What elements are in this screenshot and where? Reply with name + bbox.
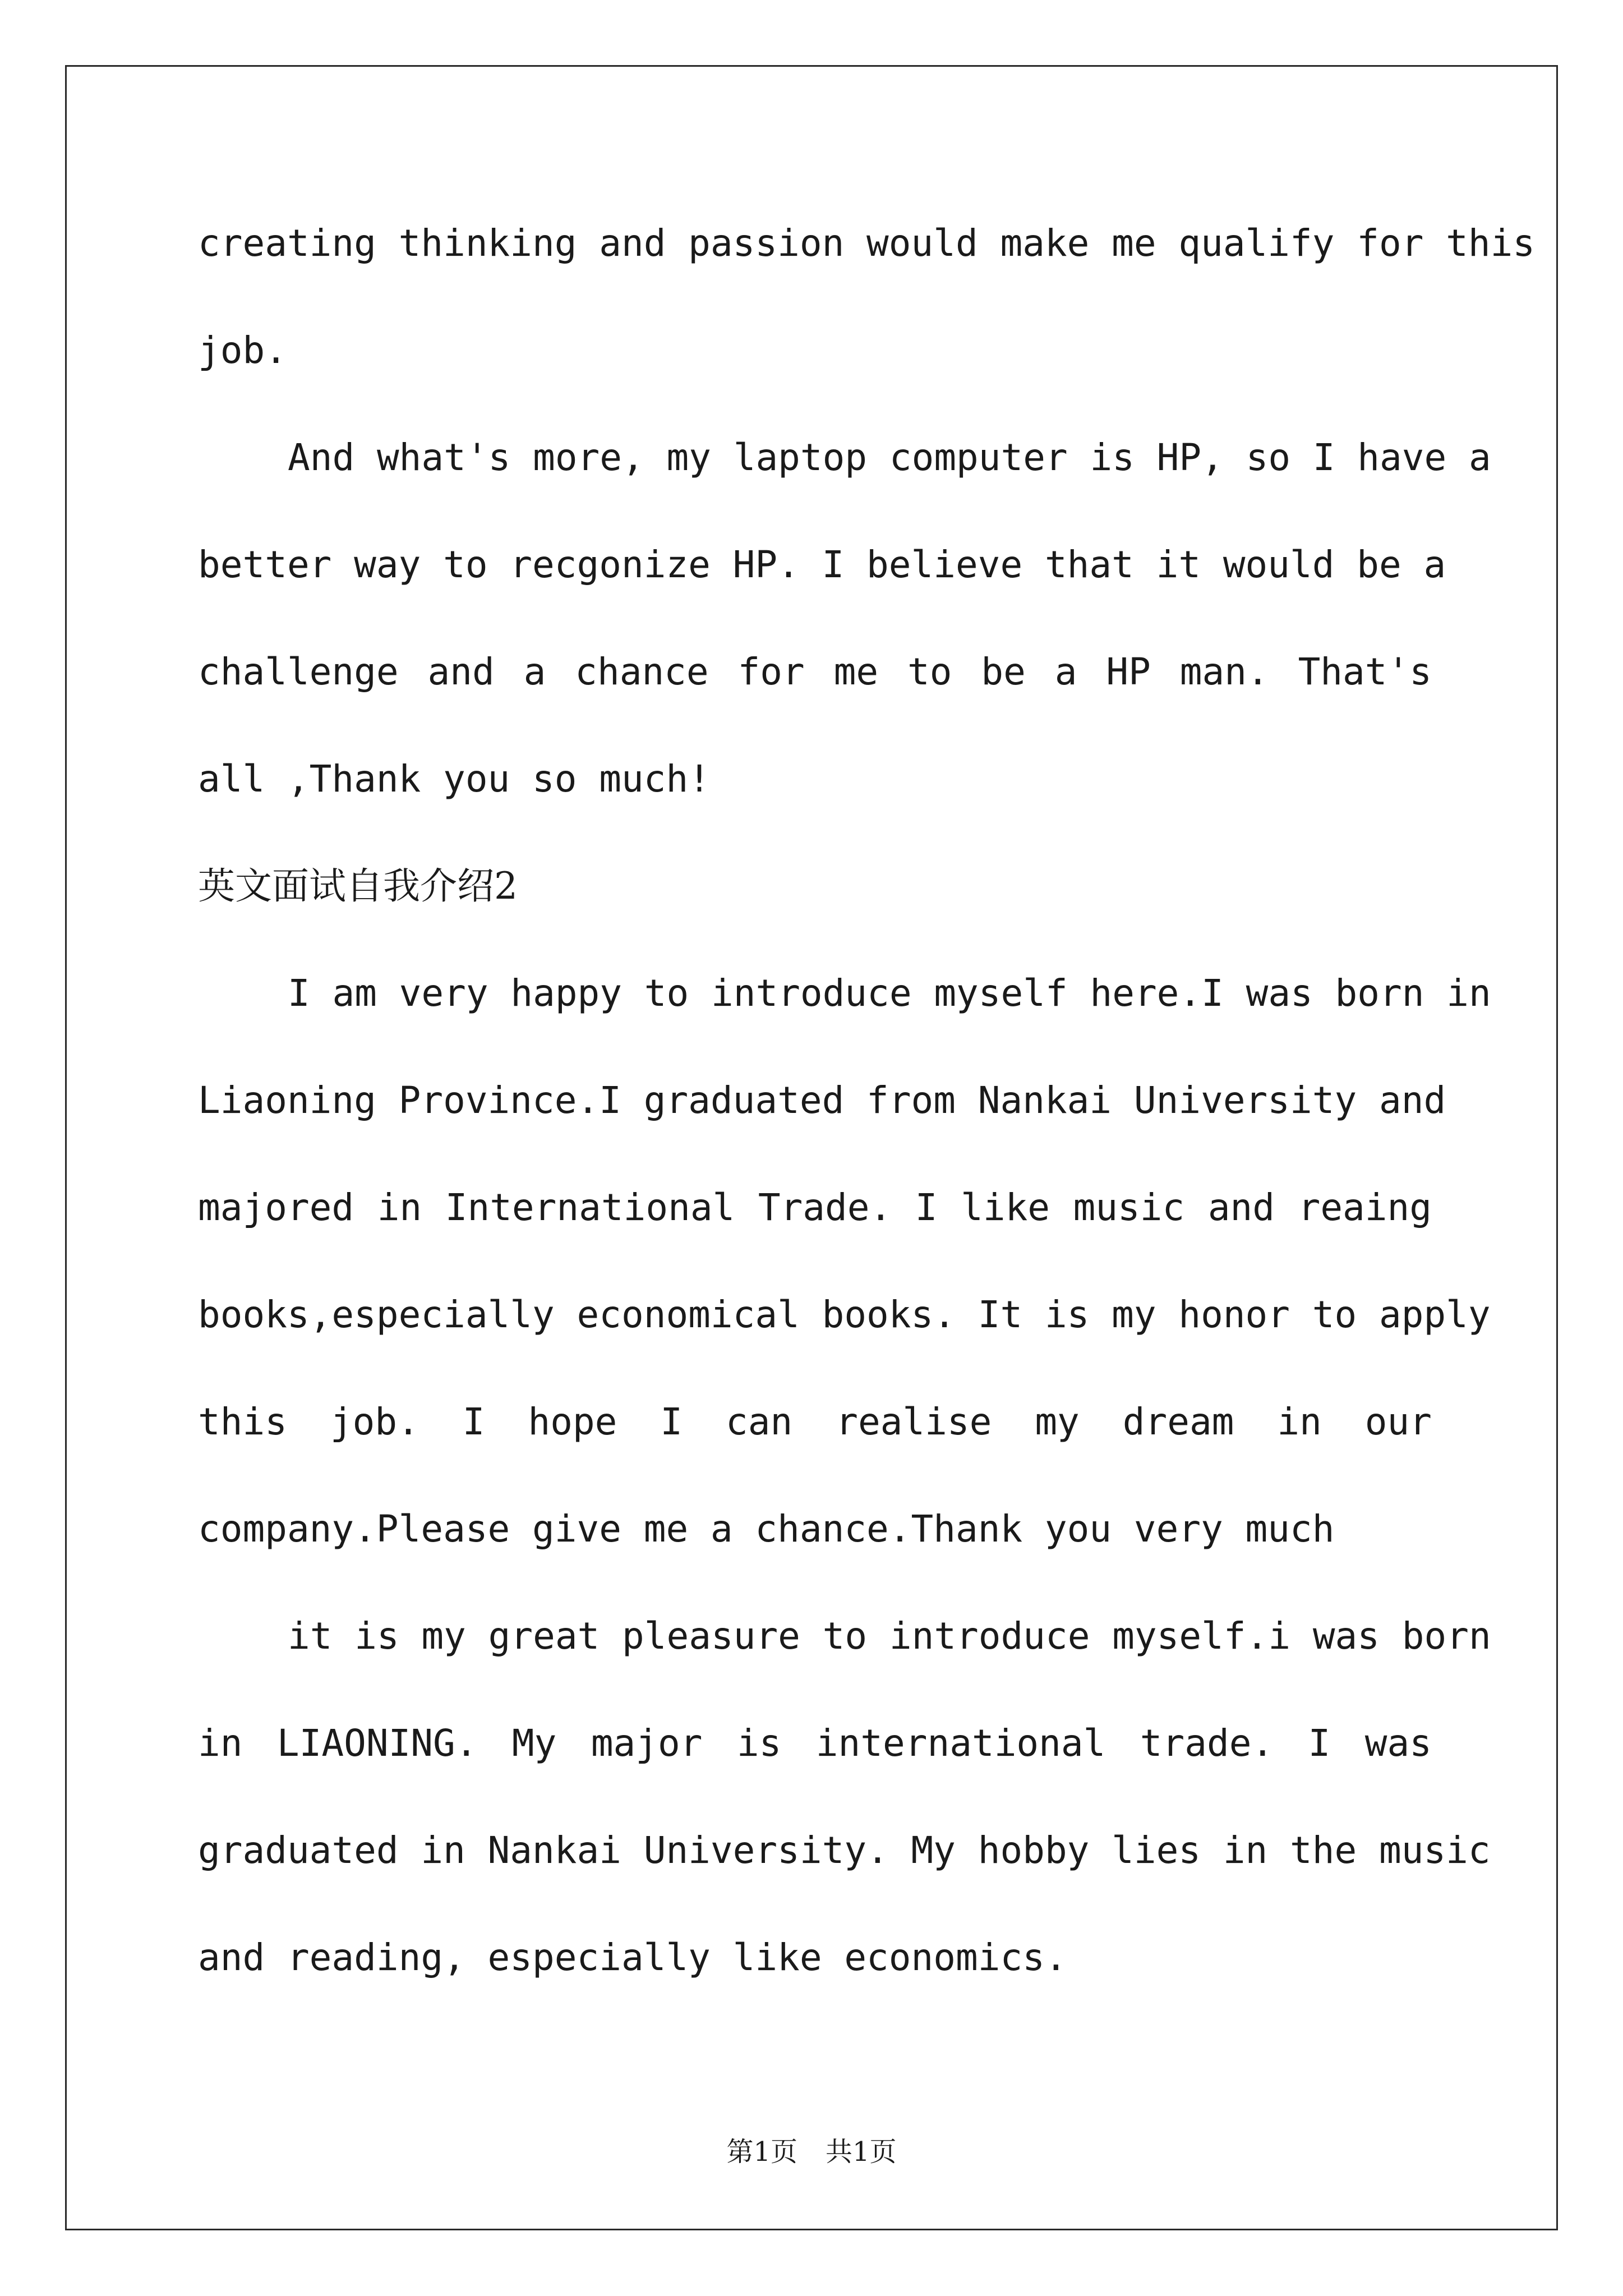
page-number-total: 共1页 bbox=[826, 2136, 897, 2168]
body-line: graduated in Nankai University. My hobby lies in the music bbox=[198, 1829, 1491, 1872]
body-line: company.Please give me a chance.Thank you very much bbox=[198, 1507, 1335, 1550]
body-line: and reading, especially like economics. bbox=[198, 1936, 1067, 1979]
body-line: creating thinking and passion would make me qualify for this bbox=[198, 222, 1536, 265]
body-line: it is my great pleasure to introduce myself.i was born bbox=[288, 1614, 1491, 1658]
body-line: job. bbox=[198, 329, 287, 372]
section-heading: 英文面试自我介绍2 bbox=[198, 864, 518, 908]
body-line: better way to recgonize HP. I believe that it would be a bbox=[198, 543, 1446, 586]
body-line: in LIAONING. My major is international trade. I was bbox=[198, 1722, 1432, 1765]
body-line: books,especially economical books. It is my honor to apply bbox=[198, 1293, 1491, 1336]
body-line: I am very happy to introduce myself here.I was born in bbox=[288, 972, 1491, 1015]
body-line: challenge and a chance for me to be a HP man. That's bbox=[198, 650, 1432, 693]
document-body bbox=[198, 222, 1536, 2046]
page-footer bbox=[0, 2136, 1623, 2168]
body-line: this job. I hope I can realise my dream in our bbox=[198, 1400, 1432, 1443]
body-line: And what's more, my laptop computer is HP, so I have a bbox=[288, 436, 1491, 479]
body-line: majored in International Trade. I like music and reaing bbox=[198, 1186, 1432, 1229]
body-line: all ,Thank you so much! bbox=[198, 757, 711, 800]
page-number-current: 第1页 bbox=[726, 2136, 797, 2168]
body-line: Liaoning Province.I graduated from Nankai University and bbox=[198, 1079, 1446, 1122]
